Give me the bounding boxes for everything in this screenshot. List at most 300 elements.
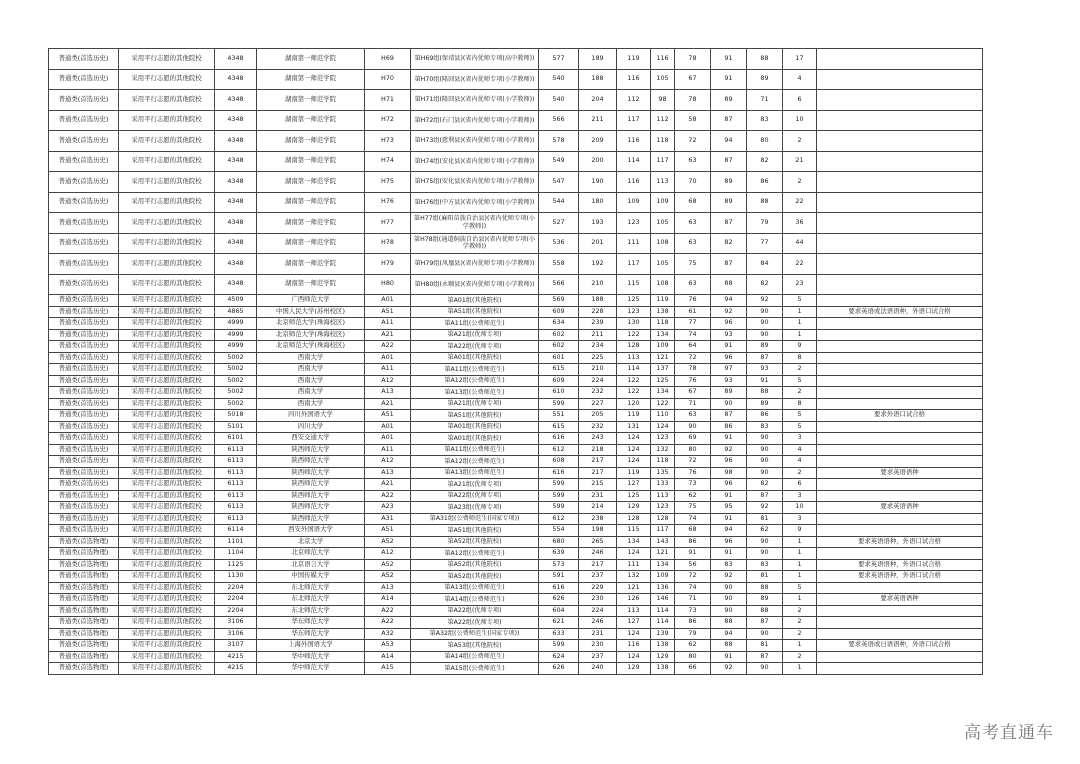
cell-chinese-score: 230 bbox=[579, 594, 617, 606]
cell-school-code: 5002 bbox=[215, 375, 257, 387]
cell-batch: 采用平行志愿的其他院校 bbox=[119, 69, 215, 90]
cell-math-score: 116 bbox=[617, 172, 651, 193]
cell-group-code: A52 bbox=[365, 571, 411, 583]
cell-chinese-score: 210 bbox=[579, 364, 617, 376]
cell-category: 普通类(首选历史) bbox=[49, 192, 119, 213]
cell-subject-score: 68 bbox=[675, 192, 711, 213]
table-row bbox=[49, 375, 983, 387]
cell-note bbox=[817, 151, 983, 172]
cell-total-score: 624 bbox=[539, 651, 579, 663]
cell-count: 4 bbox=[783, 69, 817, 90]
cell-subject-score-2: 86 bbox=[711, 421, 747, 433]
cell-subject-score-2: 93 bbox=[711, 329, 747, 341]
cell-math-score: 129 bbox=[617, 502, 651, 514]
cell-foreign-score: 112 bbox=[651, 110, 675, 131]
cell-subject-score-3: 90 bbox=[747, 306, 783, 318]
cell-total-score: 544 bbox=[539, 192, 579, 213]
cell-math-score: 115 bbox=[617, 274, 651, 295]
cell-category: 普通类(首选历史) bbox=[49, 151, 119, 172]
cell-foreign-score: 113 bbox=[651, 172, 675, 193]
cell-note: 要求英语或法语语种，外语口试合格 bbox=[817, 306, 983, 318]
cell-school-code: 6113 bbox=[215, 467, 257, 479]
cell-group-name: 第H77组(麻阳苗族自治县)(省内优师专项(小学教师)) bbox=[411, 213, 539, 234]
table-row bbox=[49, 254, 983, 275]
cell-batch: 采用平行志愿的其他院校 bbox=[119, 254, 215, 275]
cell-school-name: 四川外国语大学 bbox=[257, 410, 365, 422]
cell-total-score: 554 bbox=[539, 525, 579, 537]
table-row bbox=[49, 513, 983, 525]
table-row bbox=[49, 444, 983, 456]
cell-school-code: 4348 bbox=[215, 110, 257, 131]
cell-group-code: A52 bbox=[365, 559, 411, 571]
cell-chinese-score: 200 bbox=[579, 151, 617, 172]
cell-school-name: 湖南第一师范学院 bbox=[257, 110, 365, 131]
cell-count: 2 bbox=[783, 628, 817, 640]
cell-chinese-score: 189 bbox=[579, 49, 617, 70]
cell-group-name: 第H78组(通道侗族自治县)(省内优师专项(小学教师)) bbox=[411, 233, 539, 254]
cell-chinese-score: 201 bbox=[579, 233, 617, 254]
cell-school-name: 北京师范大学(珠海校区) bbox=[257, 329, 365, 341]
cell-count: 36 bbox=[783, 213, 817, 234]
table-row bbox=[49, 192, 983, 213]
cell-total-score: 549 bbox=[539, 151, 579, 172]
cell-school-code: 1125 bbox=[215, 559, 257, 571]
cell-chinese-score: 217 bbox=[579, 467, 617, 479]
cell-group-name: 第A52组(其他院校) bbox=[411, 571, 539, 583]
cell-batch: 采用平行志愿的其他院校 bbox=[119, 594, 215, 606]
cell-batch: 采用平行志愿的其他院校 bbox=[119, 329, 215, 341]
cell-math-score: 119 bbox=[617, 410, 651, 422]
cell-math-score: 113 bbox=[617, 352, 651, 364]
cell-group-code: A01 bbox=[365, 433, 411, 445]
cell-math-score: 122 bbox=[617, 329, 651, 341]
cell-category: 普通类(首选历史) bbox=[49, 456, 119, 468]
cell-group-name: 第A13组(公费师范生) bbox=[411, 387, 539, 399]
cell-subject-score-2: 94 bbox=[711, 131, 747, 152]
cell-school-name: 湖南第一师范学院 bbox=[257, 192, 365, 213]
cell-foreign-score: 138 bbox=[651, 640, 675, 652]
cell-batch: 采用平行志愿的其他院校 bbox=[119, 410, 215, 422]
cell-chinese-score: 238 bbox=[579, 513, 617, 525]
cell-note bbox=[817, 110, 983, 131]
cell-math-score: 127 bbox=[617, 479, 651, 491]
cell-note bbox=[817, 444, 983, 456]
cell-category: 普通类(首选历史) bbox=[49, 341, 119, 353]
cell-group-code: A21 bbox=[365, 398, 411, 410]
cell-batch: 采用平行志愿的其他院校 bbox=[119, 364, 215, 376]
cell-math-score: 132 bbox=[617, 571, 651, 583]
table-row bbox=[49, 456, 983, 468]
cell-foreign-score: 117 bbox=[651, 525, 675, 537]
cell-subject-score: 80 bbox=[675, 651, 711, 663]
cell-school-code: 4348 bbox=[215, 151, 257, 172]
cell-subject-score-3: 90 bbox=[747, 318, 783, 330]
cell-chinese-score: 198 bbox=[579, 525, 617, 537]
cell-school-code: 4348 bbox=[215, 131, 257, 152]
cell-total-score: 615 bbox=[539, 421, 579, 433]
cell-batch: 采用平行志愿的其他院校 bbox=[119, 559, 215, 571]
cell-group-name: 第A22组(优师专项) bbox=[411, 490, 539, 502]
cell-subject-score-2: 91 bbox=[711, 433, 747, 445]
cell-subject-score-2: 96 bbox=[711, 352, 747, 364]
cell-count: 44 bbox=[783, 233, 817, 254]
cell-batch: 采用平行志愿的其他院校 bbox=[119, 375, 215, 387]
cell-subject-score: 79 bbox=[675, 628, 711, 640]
cell-subject-score-3: 90 bbox=[747, 628, 783, 640]
cell-foreign-score: 143 bbox=[651, 536, 675, 548]
cell-subject-score-3: 90 bbox=[747, 433, 783, 445]
cell-total-score: 626 bbox=[539, 594, 579, 606]
cell-math-score: 122 bbox=[617, 387, 651, 399]
cell-category: 普通类(首选物理) bbox=[49, 628, 119, 640]
cell-total-score: 616 bbox=[539, 433, 579, 445]
cell-count: 4 bbox=[783, 456, 817, 468]
cell-school-code: 4865 bbox=[215, 306, 257, 318]
cell-chinese-score: 243 bbox=[579, 433, 617, 445]
cell-group-name: 第A11组(公费师范生) bbox=[411, 364, 539, 376]
cell-batch: 采用平行志愿的其他院校 bbox=[119, 213, 215, 234]
cell-school-name: 华东师范大学 bbox=[257, 617, 365, 629]
cell-subject-score-3: 77 bbox=[747, 233, 783, 254]
cell-subject-score-2: 89 bbox=[711, 172, 747, 193]
cell-batch: 采用平行志愿的其他院校 bbox=[119, 341, 215, 353]
cell-total-score: 536 bbox=[539, 233, 579, 254]
cell-school-code: 4348 bbox=[215, 274, 257, 295]
cell-total-score: 558 bbox=[539, 254, 579, 275]
cell-group-code: A32 bbox=[365, 628, 411, 640]
cell-count: 5 bbox=[783, 582, 817, 594]
cell-group-name: 第A21组(优师专项) bbox=[411, 479, 539, 491]
cell-subject-score: 69 bbox=[675, 433, 711, 445]
cell-school-name: 陕西师范大学 bbox=[257, 502, 365, 514]
table-row bbox=[49, 525, 983, 537]
cell-school-code: 6113 bbox=[215, 444, 257, 456]
table-row bbox=[49, 233, 983, 254]
cell-group-name: 第A11组(公费师范生) bbox=[411, 318, 539, 330]
cell-math-score: 117 bbox=[617, 110, 651, 131]
cell-subject-score: 62 bbox=[675, 490, 711, 502]
cell-count: 1 bbox=[783, 559, 817, 571]
cell-chinese-score: 225 bbox=[579, 352, 617, 364]
cell-subject-score: 74 bbox=[675, 513, 711, 525]
cell-math-score: 109 bbox=[617, 192, 651, 213]
cell-school-code: 2204 bbox=[215, 594, 257, 606]
cell-math-score: 111 bbox=[617, 559, 651, 571]
cell-note bbox=[817, 479, 983, 491]
cell-note bbox=[817, 456, 983, 468]
cell-batch: 采用平行志愿的其他院校 bbox=[119, 663, 215, 675]
cell-total-score: 602 bbox=[539, 341, 579, 353]
cell-note bbox=[817, 364, 983, 376]
table-row bbox=[49, 479, 983, 491]
cell-group-code: H74 bbox=[365, 151, 411, 172]
cell-chinese-score: 188 bbox=[579, 69, 617, 90]
cell-count: 2 bbox=[783, 651, 817, 663]
cell-foreign-score: 132 bbox=[651, 444, 675, 456]
table-row bbox=[49, 640, 983, 652]
cell-count: 10 bbox=[783, 502, 817, 514]
cell-group-code: H72 bbox=[365, 110, 411, 131]
cell-foreign-score: 134 bbox=[651, 387, 675, 399]
cell-group-name: 第H80组(永顺县)(省内优师专项(小学教师)) bbox=[411, 274, 539, 295]
cell-category: 普通类(首选历史) bbox=[49, 387, 119, 399]
cell-school-name: 西安交通大学 bbox=[257, 433, 365, 445]
cell-total-score: 609 bbox=[539, 375, 579, 387]
cell-math-score: 121 bbox=[617, 582, 651, 594]
cell-group-name: 第A31组(公费师范生(国家专项)) bbox=[411, 513, 539, 525]
cell-category: 普通类(首选物理) bbox=[49, 617, 119, 629]
cell-subject-score-3: 88 bbox=[747, 387, 783, 399]
cell-category: 普通类(首选历史) bbox=[49, 375, 119, 387]
cell-chinese-score: 180 bbox=[579, 192, 617, 213]
cell-group-name: 第H75组(安化县)(省内优师专项(小学教师)) bbox=[411, 172, 539, 193]
cell-total-score: 634 bbox=[539, 318, 579, 330]
cell-category: 普通类(首选历史) bbox=[49, 398, 119, 410]
cell-category: 普通类(首选历史) bbox=[49, 352, 119, 364]
cell-note: 要求英语语种，外语口试合格 bbox=[817, 536, 983, 548]
cell-note bbox=[817, 318, 983, 330]
cell-count: 1 bbox=[783, 663, 817, 675]
cell-group-code: A22 bbox=[365, 341, 411, 353]
cell-chinese-score: 205 bbox=[579, 410, 617, 422]
cell-note bbox=[817, 628, 983, 640]
cell-count: 4 bbox=[783, 444, 817, 456]
cell-chinese-score: 210 bbox=[579, 274, 617, 295]
table-row bbox=[49, 213, 983, 234]
cell-count: 23 bbox=[783, 274, 817, 295]
cell-subject-score: 61 bbox=[675, 306, 711, 318]
cell-group-name: 第A11组(公费师范生) bbox=[411, 444, 539, 456]
cell-chinese-score: 265 bbox=[579, 536, 617, 548]
cell-subject-score-3: 90 bbox=[747, 456, 783, 468]
cell-batch: 采用平行志愿的其他院校 bbox=[119, 233, 215, 254]
table-row bbox=[49, 151, 983, 172]
cell-subject-score-2: 89 bbox=[711, 90, 747, 111]
cell-school-code: 6113 bbox=[215, 479, 257, 491]
cell-subject-score-3: 88 bbox=[747, 605, 783, 617]
table-row bbox=[49, 274, 983, 295]
cell-count: 3 bbox=[783, 490, 817, 502]
cell-chinese-score: 224 bbox=[579, 375, 617, 387]
cell-chinese-score: 193 bbox=[579, 213, 617, 234]
cell-foreign-score: 137 bbox=[651, 364, 675, 376]
cell-group-name: 第H71组(隆回县)(省内优师专项(小学教师)) bbox=[411, 90, 539, 111]
cell-school-name: 华中师范大学 bbox=[257, 663, 365, 675]
cell-note bbox=[817, 582, 983, 594]
cell-group-name: 第A53组(其他院校) bbox=[411, 640, 539, 652]
cell-subject-score-2: 96 bbox=[711, 479, 747, 491]
cell-batch: 采用平行志愿的其他院校 bbox=[119, 513, 215, 525]
cell-school-name: 中国传媒大学 bbox=[257, 571, 365, 583]
cell-subject-score: 86 bbox=[675, 536, 711, 548]
cell-subject-score-2: 92 bbox=[711, 306, 747, 318]
cell-school-code: 4348 bbox=[215, 69, 257, 90]
cell-foreign-score: 138 bbox=[651, 663, 675, 675]
cell-note bbox=[817, 233, 983, 254]
cell-foreign-score: 136 bbox=[651, 582, 675, 594]
cell-group-code: H76 bbox=[365, 192, 411, 213]
cell-subject-score: 62 bbox=[675, 640, 711, 652]
cell-total-score: 604 bbox=[539, 605, 579, 617]
cell-subject-score-3: 82 bbox=[747, 274, 783, 295]
cell-total-score: 599 bbox=[539, 398, 579, 410]
cell-count: 1 bbox=[783, 306, 817, 318]
cell-category: 普通类(首选历史) bbox=[49, 233, 119, 254]
cell-foreign-score: 105 bbox=[651, 213, 675, 234]
cell-subject-score-3: 90 bbox=[747, 548, 783, 560]
cell-group-name: 第A14组(公费师范生) bbox=[411, 651, 539, 663]
cell-category: 普通类(首选物理) bbox=[49, 663, 119, 675]
cell-school-code: 6113 bbox=[215, 513, 257, 525]
cell-count: 9 bbox=[783, 525, 817, 537]
cell-foreign-score: 113 bbox=[651, 490, 675, 502]
table-row bbox=[49, 421, 983, 433]
cell-foreign-score: 109 bbox=[651, 192, 675, 213]
cell-count: 21 bbox=[783, 151, 817, 172]
cell-school-name: 陕西师范大学 bbox=[257, 513, 365, 525]
cell-category: 普通类(首选历史) bbox=[49, 318, 119, 330]
cell-note: 要求英语语种 bbox=[817, 502, 983, 514]
cell-subject-score: 74 bbox=[675, 582, 711, 594]
table-row bbox=[49, 559, 983, 571]
cell-group-name: 第H72组(石门县)(省内优师专项(小学教师)) bbox=[411, 110, 539, 131]
cell-group-name: 第A01组(其他院校) bbox=[411, 352, 539, 364]
cell-count: 3 bbox=[783, 433, 817, 445]
cell-school-name: 西安外国语大学 bbox=[257, 525, 365, 537]
cell-group-code: A11 bbox=[365, 364, 411, 376]
cell-school-code: 4999 bbox=[215, 341, 257, 353]
cell-foreign-score: 146 bbox=[651, 594, 675, 606]
cell-subject-score: 76 bbox=[675, 375, 711, 387]
cell-batch: 采用平行志愿的其他院校 bbox=[119, 131, 215, 152]
cell-math-score: 125 bbox=[617, 295, 651, 307]
cell-subject-score-2: 88 bbox=[711, 640, 747, 652]
cell-group-name: 第A22组(优师专项) bbox=[411, 341, 539, 353]
cell-subject-score-3: 86 bbox=[747, 172, 783, 193]
cell-subject-score-3: 79 bbox=[747, 213, 783, 234]
cell-foreign-score: 118 bbox=[651, 131, 675, 152]
cell-group-code: A12 bbox=[365, 548, 411, 560]
table-row bbox=[49, 490, 983, 502]
cell-note bbox=[817, 525, 983, 537]
cell-batch: 采用平行志愿的其他院校 bbox=[119, 295, 215, 307]
table-row bbox=[49, 594, 983, 606]
cell-foreign-score: 114 bbox=[651, 617, 675, 629]
cell-batch: 采用平行志愿的其他院校 bbox=[119, 90, 215, 111]
table-row bbox=[49, 329, 983, 341]
cell-chinese-score: 229 bbox=[579, 582, 617, 594]
cell-total-score: 577 bbox=[539, 49, 579, 70]
cell-group-code: A12 bbox=[365, 456, 411, 468]
cell-subject-score-3: 87 bbox=[747, 490, 783, 502]
cell-group-code: A23 bbox=[365, 502, 411, 514]
cell-school-code: 5101 bbox=[215, 421, 257, 433]
cell-group-name: 第A23组(优师专项) bbox=[411, 502, 539, 514]
cell-subject-score: 63 bbox=[675, 151, 711, 172]
cell-batch: 采用平行志愿的其他院校 bbox=[119, 525, 215, 537]
cell-note: 要求外语口试合格 bbox=[817, 410, 983, 422]
cell-math-score: 113 bbox=[617, 605, 651, 617]
cell-group-code: H71 bbox=[365, 90, 411, 111]
cell-group-name: 第A13组(公费师范生) bbox=[411, 582, 539, 594]
cell-group-code: A53 bbox=[365, 640, 411, 652]
table-row bbox=[49, 502, 983, 514]
cell-school-code: 1104 bbox=[215, 548, 257, 560]
cell-math-score: 120 bbox=[617, 398, 651, 410]
cell-subject-score-3: 87 bbox=[747, 352, 783, 364]
cell-school-name: 北京师范大学 bbox=[257, 548, 365, 560]
cell-note bbox=[817, 49, 983, 70]
cell-subject-score-3: 83 bbox=[747, 421, 783, 433]
cell-foreign-score: 125 bbox=[651, 375, 675, 387]
cell-category: 普通类(首选物理) bbox=[49, 582, 119, 594]
cell-group-name: 第A12组(公费师范生) bbox=[411, 548, 539, 560]
cell-group-code: A01 bbox=[365, 352, 411, 364]
cell-subject-score-3: 89 bbox=[747, 398, 783, 410]
cell-group-name: 第A15组(公费师范生) bbox=[411, 663, 539, 675]
cell-math-score: 119 bbox=[617, 467, 651, 479]
cell-school-name: 四川大学 bbox=[257, 421, 365, 433]
cell-math-score: 128 bbox=[617, 513, 651, 525]
cell-school-code: 4348 bbox=[215, 90, 257, 111]
cell-subject-score-2: 90 bbox=[711, 398, 747, 410]
cell-subject-score: 56 bbox=[675, 559, 711, 571]
cell-school-name: 陕西师范大学 bbox=[257, 467, 365, 479]
cell-school-name: 湖南第一师范学院 bbox=[257, 254, 365, 275]
cell-subject-score-3: 92 bbox=[747, 502, 783, 514]
cell-note bbox=[817, 490, 983, 502]
cell-school-name: 湖南第一师范学院 bbox=[257, 213, 365, 234]
cell-foreign-score: 108 bbox=[651, 233, 675, 254]
cell-total-score: 566 bbox=[539, 110, 579, 131]
cell-school-code: 4348 bbox=[215, 213, 257, 234]
cell-school-code: 6113 bbox=[215, 456, 257, 468]
cell-group-code: A12 bbox=[365, 375, 411, 387]
cell-school-name: 西南大学 bbox=[257, 364, 365, 376]
cell-subject-score-2: 92 bbox=[711, 663, 747, 675]
cell-count: 1 bbox=[783, 329, 817, 341]
cell-foreign-score: 117 bbox=[651, 151, 675, 172]
cell-foreign-score: 129 bbox=[651, 651, 675, 663]
cell-school-name: 东北师范大学 bbox=[257, 605, 365, 617]
cell-math-score: 111 bbox=[617, 233, 651, 254]
cell-count: 3 bbox=[783, 513, 817, 525]
cell-count: 5 bbox=[783, 375, 817, 387]
cell-total-score: 599 bbox=[539, 502, 579, 514]
table-row bbox=[49, 548, 983, 560]
cell-batch: 采用平行志愿的其他院校 bbox=[119, 490, 215, 502]
cell-group-name: 第A51组(其他院校) bbox=[411, 525, 539, 537]
cell-total-score: 615 bbox=[539, 364, 579, 376]
cell-note bbox=[817, 651, 983, 663]
cell-math-score: 116 bbox=[617, 640, 651, 652]
cell-count: 22 bbox=[783, 192, 817, 213]
table-row bbox=[49, 49, 983, 70]
cell-total-score: 626 bbox=[539, 663, 579, 675]
cell-category: 普通类(首选历史) bbox=[49, 479, 119, 491]
cell-foreign-score: 123 bbox=[651, 502, 675, 514]
cell-foreign-score: 134 bbox=[651, 559, 675, 571]
cell-count: 8 bbox=[783, 352, 817, 364]
cell-school-name: 陕西师范大学 bbox=[257, 444, 365, 456]
cell-category: 普通类(首选历史) bbox=[49, 329, 119, 341]
cell-group-code: A15 bbox=[365, 663, 411, 675]
cell-group-name: 第A12组(公费师范生) bbox=[411, 456, 539, 468]
cell-subject-score-2: 83 bbox=[711, 559, 747, 571]
cell-subject-score-2: 90 bbox=[711, 605, 747, 617]
cell-school-name: 湖南第一师范学院 bbox=[257, 90, 365, 111]
cell-chinese-score: 204 bbox=[579, 90, 617, 111]
